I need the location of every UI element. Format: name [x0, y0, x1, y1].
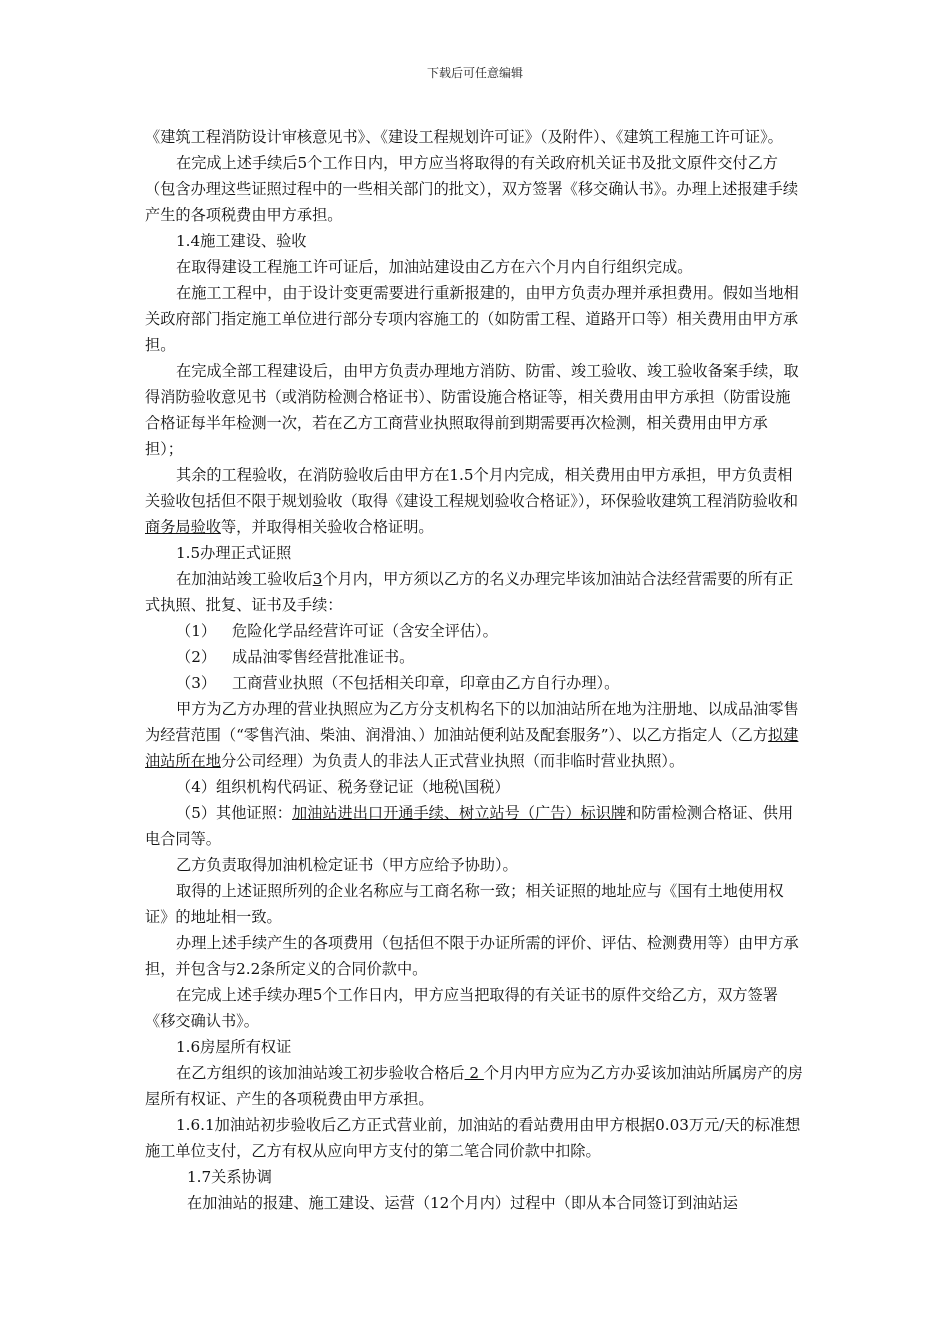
paragraph: 在加油站的报建、施工建设、运营（12个月内）过程中（即从本合同签订到油站运 [187, 1194, 738, 1212]
section-heading-1-5: 1.5办理正式证照 [176, 544, 292, 562]
section-heading-1-4: 1.4施工建设、验收 [176, 232, 307, 250]
paragraph: 取得的上述证照所列的企业名称应与工商名称一致；相关证照的地址应与《国有土地使用权证》的地址相一致。 [145, 882, 784, 926]
underlined-text: 商务局验收 [145, 518, 221, 536]
list-item: （2） 成品油零售经营批准证书。 [176, 648, 415, 666]
list-item: （4）组织机构代码证、税务登记证（地税\国税） [176, 778, 510, 796]
paragraph: 1.6.1加油站初步验收后乙方正式营业前，加油站的看站费用由甲方根据0.03万元/天的标准想施工单位支付，乙方有权从应向甲方支付的第二笔合同价款中扣除。 [145, 1116, 801, 1160]
paragraph: 在完成上述手续办理5个工作日内，甲方应当把取得的有关证书的原件交给乙方，双方签署《移交确认书》。 [145, 986, 778, 1030]
paragraph: 在完成全部工程建设后，由甲方负责办理地方消防、防雷、竣工验收、竣工验收备案手续，取得消防验收意见书（或消防检测合格证书）、防雷设施合格证等，相关费用由甲方承担（防雷设施合格证每半年检测一次，若在乙方工商营业执照取得前到期需要再次检测，相关费用由甲方承担）； [145, 362, 799, 458]
paragraph: 在乙方组织的该加油站竣工初步验收合格后 2 个月内甲方应为乙方办妥该加油站所属房产的房屋所有权证、产生的各项税费由甲方承担。 [145, 1064, 803, 1108]
document-body [145, 124, 805, 1216]
paragraph: 其余的工程验收，在消防验收后由甲方在1.5个月内完成，相关费用由甲方承担，甲方负责相关验收包括但不限于规划验收（取得《建设工程规划验收合格证》），环保验收建筑工程消防验收和商务局验收等，并取得相关验收合格证明。 [145, 466, 799, 536]
list-item: （5）其他证照：加油站进出口开通手续、树立站号（广告）标识牌和防雷检测合格证、供用电合同等。 [145, 804, 794, 848]
paragraph: 在加油站竣工验收后3个月内，甲方须以乙方的名义办理完毕该加油站合法经营需要的所有正式执照、批复、证书及手续： [145, 570, 794, 614]
underlined-text: 加油站进出口开通手续、树立站号（广告）标识牌 [291, 804, 627, 822]
list-item: （3） 工商营业执照（不包括相关印章，印章由乙方自行办理）。 [176, 674, 620, 692]
underlined-text: 拟建油站所在地 [145, 726, 799, 770]
paragraph: 乙方负责取得加油机检定证书（甲方应给予协助）。 [176, 856, 518, 874]
paragraph: 甲方为乙方办理的营业执照应为乙方分支机构名下的以加油站所在地为注册地、以成品油零售为经营范围（“零售汽油、柴油、润滑油、）加油站便利站及配套服务”）、以乙方指定人（乙方拟建油站所在地分公司经理）为负责人的非法人正式营业执照（而非临时营业执照）。 [145, 700, 799, 770]
paragraph: 办理上述手续产生的各项费用（包括但不限于办证所需的评价、评估、检测费用等）由甲方承担，并包含与2.2条所定义的合同价款中。 [145, 934, 799, 978]
paragraph: 在取得建设工程施工许可证后，加油站建设由乙方在六个月内自行组织完成。 [176, 258, 693, 276]
paragraph: 《建筑工程消防设计审核意见书》、《建设工程规划许可证》（及附件）、《建筑工程施工许可证》。 [145, 128, 783, 146]
section-heading-1-7: 1.7关系协调 [187, 1168, 272, 1186]
list-item: （1） 危险化学品经营许可证（含安全评估）。 [176, 622, 498, 640]
section-heading-1-6: 1.6房屋所有权证 [176, 1038, 292, 1056]
underlined-text: 3 [312, 570, 323, 588]
underlined-text: 2 [464, 1064, 484, 1082]
paragraph: 在施工工程中，由于设计变更需要进行重新报建的，由甲方负责办理并承担费用。假如当地相关政府部门指定施工单位进行部分专项内容施工的（如防雷工程、道路开口等）相关费用由甲方承担。 [145, 284, 799, 354]
paragraph: 在完成上述手续后5个工作日内，甲方应当将取得的有关政府机关证书及批文原件交付乙方（包含办理这些证照过程中的一些相关部门的批文），双方签署《移交确认书》。办理上述报建手续产生的各项税费由甲方承担。 [145, 154, 799, 224]
page-header: 下载后可任意编辑 [426, 66, 523, 80]
